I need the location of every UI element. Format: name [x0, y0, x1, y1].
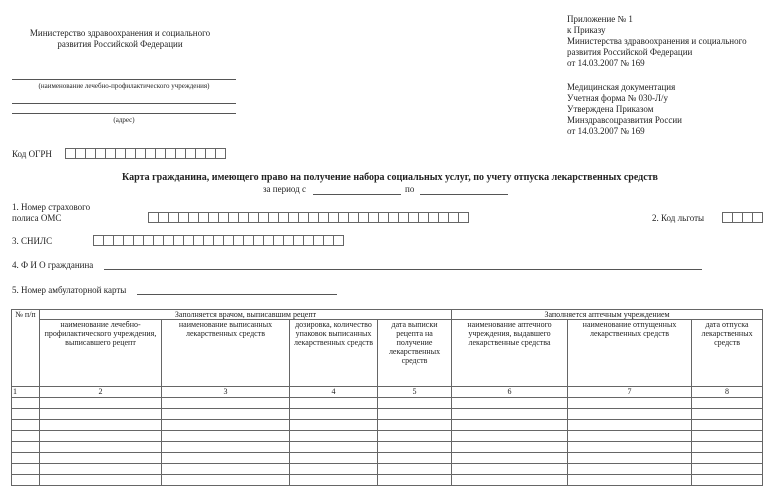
ministry-name: [20, 28, 220, 50]
column-number: 4: [290, 387, 378, 398]
form-line: от 14.03.2007 № 169: [567, 126, 645, 136]
address-caption: (адрес): [113, 116, 135, 124]
column-number: 8: [692, 387, 763, 398]
form-title: Карта гражданина, имеющего право на получение набора социальных услуг, по учету отпуска лекарственных средств: [122, 172, 658, 183]
column-header: дата отпуска лекарственных средств: [692, 320, 763, 387]
column-number: 3: [162, 387, 290, 398]
period-to-label: по: [405, 184, 415, 194]
policy-boxes[interactable]: [148, 212, 468, 223]
table-row[interactable]: [12, 409, 763, 420]
column-number: 5: [378, 387, 452, 398]
dispensing-table: [11, 309, 763, 486]
ogrn-boxes[interactable]: [65, 148, 225, 159]
card-field[interactable]: [137, 294, 337, 295]
appendix-line: Министерства здравоохранения и социального: [567, 36, 747, 46]
ogrn-label: Код ОГРН: [12, 149, 52, 159]
policy-label-line-1: 1. Номер страхового: [12, 202, 91, 212]
table-row[interactable]: [12, 420, 763, 431]
column-number: 6: [452, 387, 568, 398]
table-header-row: [12, 320, 763, 387]
appendix-line: Приложение № 1: [567, 14, 633, 24]
period-to-field[interactable]: [420, 194, 508, 195]
institution-caption: (наименование лечебно-профилактического учреждения): [38, 82, 210, 90]
group-doctor-header: Заполняется врачом, выписавшим рецепт: [40, 310, 452, 320]
period-from-label: за период с: [263, 184, 306, 194]
column-header: наименование выписанных лекарственных средств: [162, 320, 290, 387]
table-row[interactable]: [12, 398, 763, 409]
fio-label: 4. Ф И О гражданина: [12, 260, 94, 270]
address-line-1[interactable]: [12, 103, 236, 104]
column-header: наименование лечебно-профилактического учреждения, выписавшего рецепт: [40, 320, 162, 387]
snils-label: 3. СНИЛС: [12, 236, 53, 246]
form-line: Минздравсоцразвития России: [567, 115, 682, 125]
snils-boxes[interactable]: [93, 235, 343, 246]
ministry-line-2: развития Российской Федерации: [57, 39, 183, 49]
column-header: наименование отпущенных лекарственных средств: [568, 320, 692, 387]
column-header: № п/п: [12, 310, 40, 387]
card-label: 5. Номер амбулаторной карты: [12, 285, 127, 295]
policy-label: [12, 202, 90, 224]
benefit-code-label: 2. Код льготы: [652, 213, 705, 223]
policy-label-line-2: полиса ОМС: [12, 213, 62, 223]
form-line: Утверждена Приказом: [567, 104, 654, 114]
table-row[interactable]: [12, 475, 763, 486]
table-row[interactable]: [12, 431, 763, 442]
appendix-line: развития Российской Федерации: [567, 47, 693, 57]
institution-line[interactable]: [12, 79, 236, 80]
form-line: Учетная форма № 030-Л/у: [567, 93, 669, 103]
column-header: дата выписки рецепта на получение лекарственных средств: [378, 320, 452, 387]
table-row[interactable]: [12, 464, 763, 475]
fio-field[interactable]: [104, 269, 702, 270]
column-header: дозировка, количество упаковок выписанных лекарственных средств: [290, 320, 378, 387]
column-number: 2: [40, 387, 162, 398]
appendix-block: [567, 14, 747, 69]
benefit-code-boxes[interactable]: [722, 212, 762, 223]
table-group-row: [12, 310, 763, 320]
column-number: 1: [12, 387, 40, 398]
table-row[interactable]: [12, 453, 763, 464]
table-row[interactable]: [12, 442, 763, 453]
column-header: наименование аптечного учреждения, выдавшего лекарственные средства: [452, 320, 568, 387]
period-from-field[interactable]: [313, 194, 401, 195]
form-line: Медицинская документация: [567, 82, 676, 92]
address-line-2[interactable]: [12, 113, 236, 114]
appendix-line: от 14.03.2007 № 169: [567, 58, 645, 68]
ministry-line-1: Министерство здравоохранения и социального: [29, 28, 211, 38]
column-number: 7: [568, 387, 692, 398]
column-number-row: [12, 387, 763, 398]
group-pharmacy-header: Заполняется аптечным учреждением: [452, 310, 763, 320]
appendix-line: к Приказу: [567, 25, 606, 35]
form-block: [567, 82, 682, 137]
